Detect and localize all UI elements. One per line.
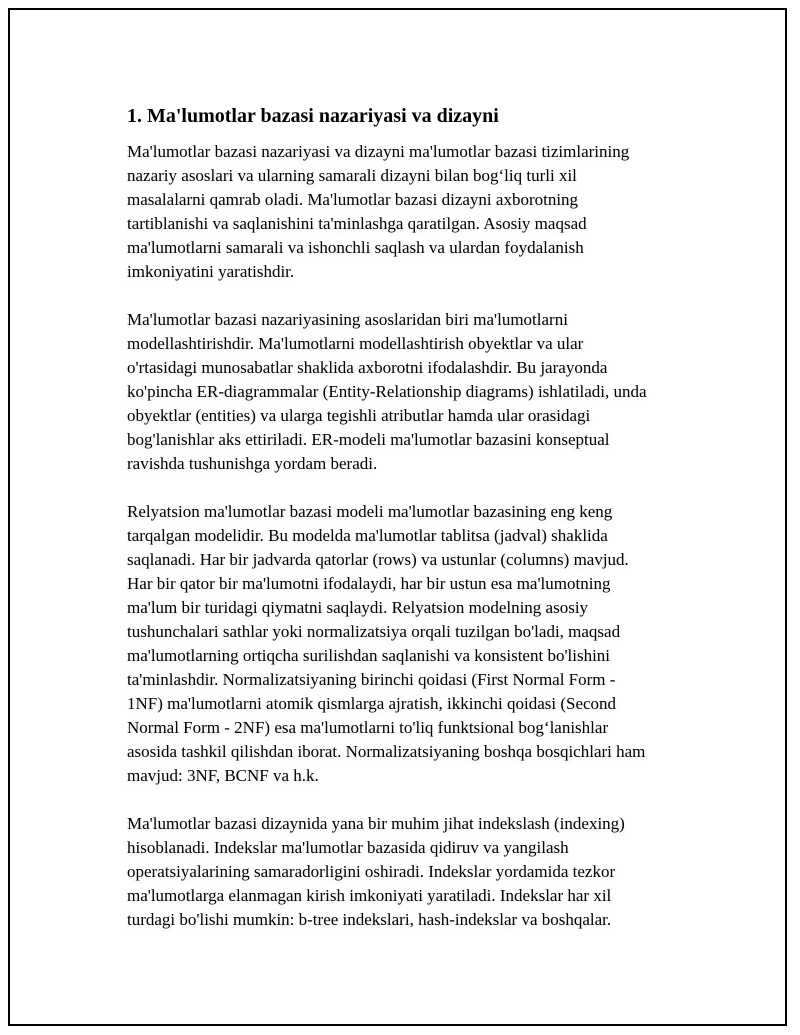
text-line: turdagi bo'lishi mumkin: b-tree indekslari, hash-indekslar va boshqalar. (127, 910, 612, 929)
text-line: Har bir qator bir ma'lumotni ifodalaydi, har bir ustun esa ma'lumotning (127, 574, 611, 593)
text-line: Ma'lumotlar bazasi nazariyasi va dizayni ma'lumotlar bazasi tizimlarining (127, 142, 630, 161)
text-line: modellashtirishdir. Ma'lumotlarni modellashtirish obyektlar va ular (127, 334, 584, 353)
paragraph-intro (127, 140, 707, 284)
text-line: tushunchalari sathlar yoki normalizatsiya orqali tuzilgan bo'ladi, maqsad (127, 622, 621, 641)
text-line: nazariy asoslari va ularning samarali dizayni bilan bog‘liq turli xil (127, 166, 577, 185)
text-line: o'rtasidagi munosabatlar shaklida axborotni ifodalashdir. Bu jarayonda (127, 358, 608, 377)
text-line: masalalarni qamrab oladi. Ma'lumotlar bazasi dizayni axborotning (127, 190, 579, 209)
text-line: Ma'lumotlar bazasi dizaynida yana bir muhim jihat indekslash (indexing) (127, 814, 625, 833)
text-line: Normal Form - 2NF) esa ma'lumotlarni to'liq funktsional bog‘lanishlar (127, 718, 609, 737)
section-title: 1. Ma'lumotlar bazasi nazariyasi va dizayni (127, 105, 499, 127)
text-line: imkoniyatini yaratishdir. (127, 262, 295, 281)
text-line: obyektlar (entities) va ularga tegishli atributlar hamda ular orasidagi (127, 406, 591, 425)
text-line: ko'pincha ER-diagrammalar (Entity-Relationship diagrams) ishlatiladi, unda (127, 382, 647, 401)
text-line: tartiblanishi va saqlanishini ta'minlashga qaratilgan. Asosiy maqsad (127, 214, 587, 233)
text-line: ma'lum bir turidagi qiymatni saqlaydi. Relyatsion modelning asosiy (127, 598, 589, 617)
paragraph-modeling (127, 308, 707, 476)
document-body (127, 102, 707, 956)
text-line: Relyatsion ma'lumotlar bazasi modeli ma'lumotlar bazasining eng keng (127, 502, 613, 521)
text-line: ma'lumotlarni samarali va ishonchli saqlash va ulardan foydalanish (127, 238, 584, 257)
text-line: ravishda tushunishga yordam beradi. (127, 454, 378, 473)
text-line: bog'lanishlar aks ettiriladi. ER-modeli ma'lumotlar bazasini konseptual (127, 430, 610, 449)
text-line: ta'minlashdir. Normalizatsiyaning birinchi qoidasi (First Normal Form - (127, 670, 616, 689)
text-line: asosida tashkil qilishdan iborat. Normalizatsiyaning boshqa bosqichlari ham (127, 742, 646, 761)
text-line: 1NF) ma'lumotlarni atomik qismlarga ajratish, ikkinchi qoidasi (Second (127, 694, 617, 713)
paragraph-relational (127, 500, 707, 788)
text-line: tarqalgan modelidir. Bu modelda ma'lumotlar tablitsa (jadval) shaklida (127, 526, 608, 545)
text-line: ma'lumotlarning ortiqcha surilishdan saqlanishi va konsistent bo'lishini (127, 646, 611, 665)
document-page (8, 8, 787, 1026)
paragraph-indexing (127, 812, 707, 932)
text-line: saqlanadi. Har bir jadvarda qatorlar (rows) va ustunlar (columns) mavjud. (127, 550, 629, 569)
text-line: hisoblanadi. Indekslar ma'lumotlar bazasida qidiruv va yangilash (127, 838, 569, 857)
text-line: mavjud: 3NF, BCNF va h.k. (127, 766, 319, 785)
text-line: operatsiyalarining samaradorligini oshiradi. Indekslar yordamida tezkor (127, 862, 616, 881)
text-line: ma'lumotlarga elanmagan kirish imkoniyati yaratiladi. Indekslar har xil (127, 886, 612, 905)
text-line: Ma'lumotlar bazasi nazariyasining asoslaridan biri ma'lumotlarni (127, 310, 568, 329)
